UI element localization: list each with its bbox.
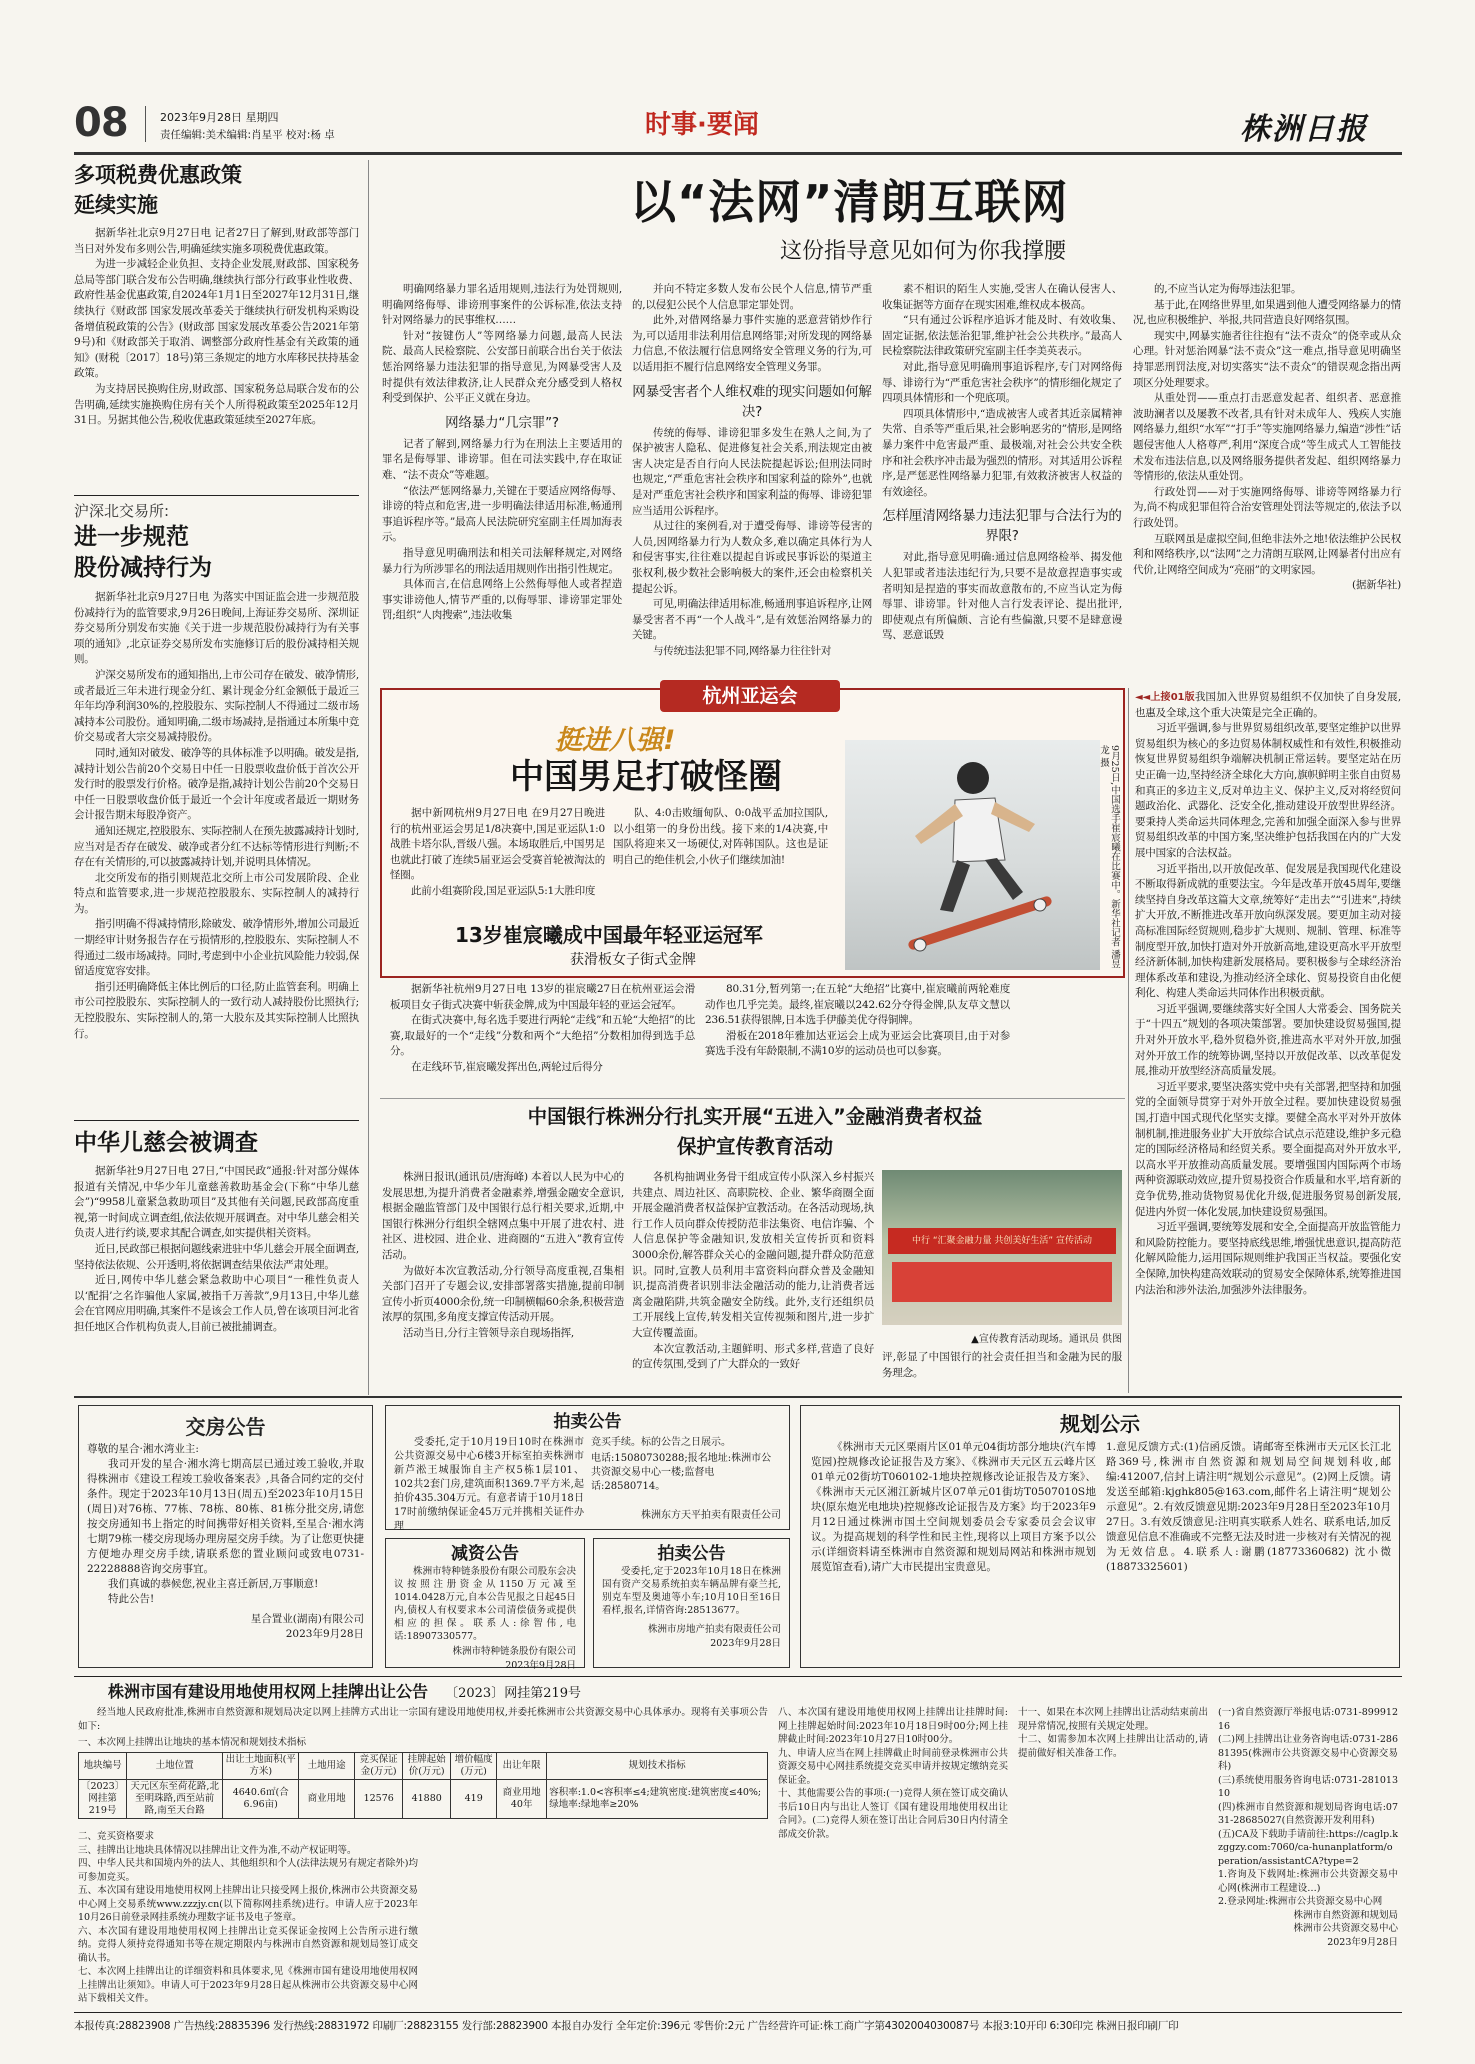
ad-title: 减资公告 xyxy=(451,1544,519,1564)
paragraph: 据新华社北京9月27日电 记者27日了解到,财政部等部门当日对外发布多则公告,明确延续实施多项税费优惠政策。 xyxy=(74,227,359,255)
paragraph: 习近平强调,要继续落实好全国人大常委会、国务院关于“十四五”规划的各项决策部署。要加快建设贸易强国,提升对外开放水平,稳外贸稳外资,推进高水平对外开放,加强对外开放工作的统筹协调,坚持以开放促改革、以改革促发展,推动开放型经济高质量发展。 xyxy=(1135,1002,1401,1078)
ad-signer: 株洲市特种链条股份有限公司 xyxy=(452,1646,576,1657)
paragraph: 我们真诚的恭候您,祝业主喜迁新居,万事顺意! xyxy=(108,1578,319,1590)
table-header: 出让土地面积(平方米) xyxy=(223,1753,299,1780)
paragraph: 互联网虽是虚拟空间,但绝非法外之地!依法维护公民权利和网络秩序,以“法网”之力清朗互联网,让网暴者付出应有代价,让网络空间成为“亮丽”的文明家园。 xyxy=(1133,532,1401,576)
paper-logo: 株洲日报 xyxy=(1240,112,1368,147)
page-number: 08 xyxy=(74,100,128,146)
paragraph: 我国加入世界贸易组织不仅加快了自身发展,也惠及全球,这个重大决策是完全正确的。 xyxy=(1135,691,1401,719)
paragraph: 可见,明确法律适用标准,畅通刑事追诉程序,让网暴受害者不再“一个人战斗”,是有效惩治网络暴力的关键。 xyxy=(632,598,872,642)
photo-caption-skate: 9月25日,中国选手崔宸曦在比赛中。新华社记者 潘昱龙 摄 xyxy=(1098,745,1120,969)
paragraph: 本次宣教活动,主题鲜明、形式多样,营造了良好的宣传氛围,受到了广大群众的一致好 xyxy=(632,1342,874,1371)
continued-marker: ◄◄上接01版 xyxy=(1135,692,1195,703)
cyber-law-col2 xyxy=(632,282,872,687)
ad-left: 《株洲市天元区栗雨片区01单元04街坊部分地块(汽车博览园)控规修改论证报告及方案》、《株洲市天元区五云峰片区01单元02街坊T060102-1地块控规修改论证报告及方案》、《株洲市天元区湘江新城片区07单元01街坊T0507010S地块(原东炮光电地块)控规修改论证报告及方案》均于2023年9月12日通过株洲市国土空间规划委员会专家委员会会议审议。为提高规划的科学性和民主性,现将以上项目方案予以公示(详细资料请至株洲市自然资源和规划局网站和株洲市规划展览馆查看),请广大市民提出宝贵意见。 xyxy=(811,1441,1096,1573)
skateboard-col2 xyxy=(705,982,1010,1092)
paragraph: 北交所发布的指引则规范北交所上市公司发展阶段、企业特点和监管要求,进一步规范控股股东、实际控制人的减持行为。 xyxy=(74,871,359,915)
skateboard-photo xyxy=(845,740,1100,970)
table-cell: 容积率:1.0<容积率≤4;建筑密度:建筑密度≤40%;绿地率:绿地率≥20% xyxy=(547,1780,768,1819)
paragraph: 在街式决赛中,每名选手要进行两轮“走线”和五轮“大绝招”的比赛,取最好的一个“走线”分数和两个“大绝招”分数相加得到选手总分。 xyxy=(390,1014,695,1058)
subheadline-cyber-law: 这份指导意见如何为你我撑腰 xyxy=(780,239,1067,264)
paragraph: 我司开发的星合·湘水湾七期高层已通过竣工验收,并取得株洲市《建设工程竣工验收备案表》,具备合同约定的交付条件。现定于2023年10月13日(周五)至2023年10月15日(周日)对76栋、77栋、78栋、80栋、81栋分批交房,请您按交房通知书上指定的时间携带好相关资料,至星合·湘水湾七期79栋一楼交房现场办理房屋交房手续。为了让您更快捷方便地办理交房手续,请联系您的置业顾问或致电0731-22228888咨询交房事宜。 xyxy=(87,1458,364,1575)
footer-info: 本报传真:28823908 广告热线:28835396 发行热线:28831972 印刷厂:28823155 发行部:28823900 本报自办发行 全年定价:396元 零售价:2元 广告经营许可证:株工商广字第4302004030087号 本报3:10开印 6:30印完 株洲日报印刷厂印 xyxy=(74,2020,1179,2032)
table-cell: 商业用地40年 xyxy=(497,1780,547,1819)
paragraph: 各机构抽调业务骨干组成宣传小队深入乡村振兴共建点、周边社区、高职院校、企业、繁华商圈全面开展金融消费者权益保护宣教活动。在各活动现场,执行工作人员向群众传授防范非法集资、电信诈骗、个人信息保护等金融知识,发放相关宣传折页和资料3000余份,解答群众关心的金融问题,提升群众防范意识。同时,宣教人员利用丰富资料向群众普及金融知识,提高消费者识别非法金融活动的能力,让消费者远离金融陷阱,共筑金融安全防线。此外,支行还组织员工开展线上宣传,转发相关宣传视频和图片,进一步扩大宣传覆盖面。 xyxy=(632,1171,874,1339)
asian-games-banner: 杭州亚运会 xyxy=(660,680,840,712)
land-intro: 经当地人民政府批准,株洲市自然资源和规划局决定以网上挂牌方式出让一宗国有建设用地使用权,并委托株洲市公共资源交易中心具体承办。现将有关事项公告如下: xyxy=(78,1707,768,1732)
editors-line: 责任编辑:美术编辑:肖星平 校对:杨 卓 xyxy=(160,129,335,141)
list-item: 三、挂牌出让地块具体情况以挂牌出让文件为准,不动产权证明等。 xyxy=(78,1844,357,1856)
boc-col3 xyxy=(882,1350,1122,1392)
list-item: 四、中华人民共和国境内外的法人、其他组织和个人(法律法规另有规定者除外)均可参加竞买。 xyxy=(78,1858,418,1883)
list-item: 十二、如需参加本次网上挂牌出让活动的,请提前做好相关准备工作。 xyxy=(1018,1734,1208,1759)
paragraph: 对此,指导意见明确:通过信息网络检举、揭发他人犯罪或者违法违纪行为,只要不是故意捏造事实或者明知是捏造的事实而故意散布的,不应当认定为侮辱罪、诽谤罪。针对他人言行发表评论、提出批评,即使观点有所偏颇、言论有些偏激,只要不是肆意谩骂、恶意诋毁 xyxy=(882,551,1122,642)
skateboard-col1b xyxy=(390,982,695,1092)
land-items-col3 xyxy=(778,1706,1008,1841)
article-kicker: 沪深北交易所: xyxy=(74,502,170,520)
paragraph: 株洲日报讯(通讯员/唐海峰) 本着以人民为中心的发展思想,为提升消费者金融素养,增强金融安全意识,根据金融监管部门及中国银行总行相关要求,近期,中国银行株洲分行组织全辖网点集中开展了进农村、进社区、进校园、进企业、进商圈的“五进入”教育宣传活动。 xyxy=(382,1171,624,1261)
ad-body: 株洲市特种链条股份有限公司股东会决议按照注册资金从1150万元减至1014.0428万元,自本公告见报之日起45日内,债权人有权要求本公司清偿债务或提供相应的担保。联系人:徐智伟,电话:18907330577。 xyxy=(394,1566,576,1642)
paragraph: 队、4:0击败缅甸队、0:0战平孟加拉国队,以小组第一的身份出线。接下来的1/4决赛,中国队将迎来又一场硬仗,对阵韩国队。这也是证明自己的绝佳机会,小伙子们继续加油! xyxy=(613,807,828,866)
boc-photo-caption: ▲宣传教育活动现场。通讯员 供图 xyxy=(971,1334,1122,1345)
paragraph: 指引还明确降低主体比例后的口径,防止监管套利。明确上市公司控股股东、实际控制人的一致行动人减持股份比照执行;无控股股东、实际控制人的,第一大股东及其实际控制人比照执行。 xyxy=(74,980,359,1040)
list-item: (五)CA及下载助手请前往:https://caglp.kzggzy.com:7060/ca-hunanplatform/operation/assistantCA?type=2 xyxy=(1218,1828,1398,1867)
boc-col2 xyxy=(632,1170,874,1392)
list-item: 七、本次网上挂牌出让的详细资料和具体要求,见《株洲市国有建设用地使用权网上挂牌出让须知》。申请人可于2023年9月28日起从株洲市公共资源交易中心网站下载相关文件。 xyxy=(78,1966,418,2004)
paragraph: 指导意见明确刑法和相关司法解释规定,对网络暴力行为所涉罪名的刑法适用规则作出指引性规定。 xyxy=(382,546,622,575)
paragraph: 据新华社9月27日电 27日,“中国民政”通报:针对部分媒体报道有关情况,中华少年儿童慈善救助基金会(下称“中华儿慈会”)“9958儿童紧急救助项目”及其他有关问题,民政部高度重视,第一时间成立调查组,依法依规开展调查。对中华儿慈会相关负责人进行约谈,要求其配合调查,如实提供相关资料。 xyxy=(74,1165,359,1240)
paragraph: 现实中,网暴实施者往往抱有“法不责众”的侥幸或从众心理。针对惩治网暴“法不责众”这一难点,指导意见明确坚持罪恶刑罚法度,对切实落实“法不责众”的错误观念指出两项区分处理要求。 xyxy=(1133,329,1401,389)
ad-signer: 星合置业(湖南)有限公司 xyxy=(250,1613,364,1625)
paragraph: 为做好本次宣教活动,分行领导高度重视,召集相关部门召开了专题会议,安排部署落实措施,提前印制宣传小折页4000余份,统一印制横幅60余条,积极营造浓厚的氛围,多角度支撑宣传活动开展。 xyxy=(382,1264,624,1324)
list-item: 十、其他需要公告的事项:(一)竞得人须在签订成交确认书后10日内与出让人签订《国有建设用地使用权出让合同》。(二)竞得人须在签订出让合同后30日内付清全部成交价款。 xyxy=(778,1788,1008,1840)
table-cell: 天元区东至荷花路,北至明珠路,西至站前路,南至天台路 xyxy=(127,1780,223,1819)
divider xyxy=(74,1676,1402,1677)
table-header: 挂牌起始价(万元) xyxy=(403,1753,451,1780)
ad-title: 拍卖公告 xyxy=(553,1412,622,1432)
table-header: 土地用途 xyxy=(299,1753,355,1780)
table-cell: 12576 xyxy=(355,1780,403,1819)
paragraph: “只有通过公诉程序追诉才能及时、有效收集、固定证据,依法惩治犯罪,维护社会公共秩序。”最高人民检察院法律政策研究室副主任李美英表示。 xyxy=(882,314,1122,358)
article-tax-policy xyxy=(74,160,359,490)
ad-auction-2 xyxy=(593,1538,790,1668)
paragraph: 对此,指导意见明确刑事追诉程序,专门对网络侮辱、诽谤行为“严重危害社会秩序”的情形细化规定了四项具体情形和一个兜底项。 xyxy=(882,360,1122,405)
paragraph: 为进一步减轻企业负担、支持企业发展,财政部、国家税务总局等部门联合发布公告明确,继续执行部分行政事业性收费、政府性基金优惠政策,自2024年1月1日至2027年12月31日,继续执行《财政部 国家发展改革委关于继续执行研发机构采购设备增值税政策的公告》(财政部 国家发展改革委公告2021年第9号)和《财政部关于取消、调整部分政府性基金有关政策的通知》(财税〔2017〕18号)第三条规定的地方水库移民扶持基金政策。 xyxy=(74,258,359,380)
ad-signer: 株洲东方天平拍卖有限责任公司 xyxy=(641,1510,781,1521)
list-item: 九、申请人应当在网上挂牌截止时间前登录株洲市公共资源交易中心网挂系统提交竞买申请并按规定缴纳竞买保证金。 xyxy=(778,1747,1008,1786)
paragraph: 近日,民政部已根据问题线索进驻中华儿慈会开展全面调查,坚持依法依规、公开透明,将依据调查结果依法严肃处理。 xyxy=(74,1242,359,1271)
paragraph: 素不相识的陌生人实施,受害人在确认侵害人、收集证据等方面存在现实困难,维权成本极高。 xyxy=(882,283,1122,311)
list-item: (一)省自然资源厅举报电话:0731-89991216 xyxy=(1218,1707,1398,1732)
headline-boc: 中国银行株洲分行扎实开展“五进入”金融消费者权益 保护宣传教育活动 xyxy=(527,1105,983,1158)
column-divider xyxy=(1128,688,1129,1393)
table-header: 规划技术指标 xyxy=(547,1753,768,1780)
ad-land-auction xyxy=(78,1680,1400,2010)
paragraph: 滑板在2018年雅加达亚运会上成为亚运会比赛项目,由于对参赛选手没有年龄限制,不满10岁的运动员也可以参赛。 xyxy=(705,1029,1010,1058)
paragraph: “依法严惩网络暴力,关键在于要适应网络侮辱、诽谤的特点和危害,进一步明确法律适用标准,畅通刑事追诉程序等。”最高人民法院研究室副主任周加海表示。 xyxy=(382,484,622,544)
divider xyxy=(380,1098,1125,1099)
paragraph: 据新华社杭州9月27日电 13岁的崔宸曦27日在杭州亚运会滑板项目女子街式决赛中斩获金牌,成为中国最年轻的亚运会冠军。 xyxy=(390,983,695,1011)
article-charity-investigation xyxy=(74,1126,359,1396)
ad-title: 拍卖公告 xyxy=(657,1544,726,1564)
ad-col2: 竞买手续。标的公告之日展示。 xyxy=(591,1437,731,1448)
list-item: 2.登录网址:株洲市公共资源交易中心网 xyxy=(1218,1896,1383,1907)
article-title: 中华儿慈会被调查 xyxy=(74,1130,258,1156)
ad-title: 规划公示 xyxy=(1060,1412,1140,1436)
land-contacts xyxy=(1218,1706,1398,1949)
land-header xyxy=(78,1680,1400,1704)
paragraph: 通知还规定,控股股东、实际控制人在预先披露减持计划时,应当对是否存在破发、破净或者分红不达标等情形进行判断;不存在有关情形的,可以披露减持计划,并说明具体情况。 xyxy=(74,824,359,869)
ad-phone: 电话:15080730288;报名地址:株洲市公共资源交易中心一楼;监督电话:28580714。 xyxy=(591,1453,772,1492)
ad-col1: 受委托,定于10月19日10时在株洲市公共资源交易中心6楼3开标室拍卖株洲市新芦淞王城服饰自主产权5栋1层101、102共2套门房,建筑面积1369.7平方米,起拍价435.304万元。有意者请于10月18日17时前缴纳保证金45万元并携相关证件办理 xyxy=(394,1437,584,1532)
paragraph: 行政处罚——对于实施网络侮辱、诽谤等网络暴力行为,尚不构成犯罪但符合治安管理处罚法等规定的,依法予以行政处罚。 xyxy=(1133,485,1401,529)
list-item: 六、本次国有建设用地使用权网上挂牌出让竞买保证金按网上公告所示进行缴纳。竞得人须持竞得通知书等在规定期限内与株洲市自然资源和规划局签订成交确认书。 xyxy=(78,1925,418,1964)
headline-mens-football: 中国男足打破怪圈 xyxy=(510,757,782,797)
paragraph: 此外,对借网络暴力事件实施的恶意营销炒作行为,可以适用非法利用信息网络罪;对所发现的网络暴力信息,不依法履行信息网络安全管理义务的行为,可以适用拒不履行信息网络安全管理义务罪。 xyxy=(632,314,872,373)
paragraph: 活动当日,分行主管领导亲自现场指挥, xyxy=(403,1326,575,1339)
paragraph: 习近平强调,参与世界贸易组织改革,要坚定维护以世界贸易组织为核心的多边贸易体制权威性和有效性,积极推动恢复世界贸易组织争端解决机制正常运转。要坚定站在历史正确一边,坚持经济全球化大方向,旗帜鲜明主张自由贸易和真正的多边主义,反对单边主义、保护主义,反对将经贸问题政治化、武器化、泛安全化,推动建设开放型世界经济。要秉持人类命运共同体理念,完善和加强全面深入参与世界贸易组织改革的中国方案,坚决维护包括我国在内的广大发展中国家的合法权益。 xyxy=(1135,722,1401,859)
paragraph: 传统的侮辱、诽谤犯罪多发生在熟人之间,为了保护被害人隐私、促进修复社会关系,刑法规定由被害人决定是否自行向人民法院提起诉讼;但刑法同时也规定,“严重危害社会秩序和国家利益的除外”,也就是对严重危害社会秩序和国家利益的侮辱、诽谤犯罪应当适用公诉程序。 xyxy=(632,426,872,517)
table-header: 增价幅度(万元) xyxy=(451,1753,497,1780)
land-items-col4 xyxy=(1018,1706,1208,1760)
paragraph: 习近平要求,要坚决落实党中央有关部署,把坚持和加强党的全面领导贯穿于对外开放全过程。要加快建设贸易强国,打造中国式现代化坚实支撑。要健全高水平对外开放体制机制,推进服务业扩大开放综合试点示范建设,维护多元稳定的国际经济格局和经贸关系。要全面提高对外开放水平,以高水平开放推动高质量发展。要增强国内国际两个市场两种资源联动效应,提升贸易投资合作质量和水平,培育新的竞争优势,推动货物贸易优化升级,促进服务贸易创新发展,促进内外贸一体化发展,加快建设贸易强国。 xyxy=(1135,1080,1401,1218)
paragraph: 评,彰显了中国银行的社会责任担当和金融为民的服务理念。 xyxy=(882,1351,1122,1379)
paragraph: 具体而言,在信息网络上公然侮辱他人或者捏造事实诽谤他人,情节严重的,以侮辱罪、诽谤罪定罪处罚;组织“人肉搜索”,违法收集 xyxy=(382,578,622,622)
football-col2 xyxy=(613,806,828,918)
paragraph: 尊敬的星合·湘水湾业主: xyxy=(87,1443,199,1455)
paragraph: 为支持居民换购住房,财政部、国家税务总局联合发布的公告明确,延续实施换购住房有关个人所得税政策至2025年12月31日。另据其他公告,税收优惠政策延续至2027年底。 xyxy=(74,382,359,427)
land-table xyxy=(78,1752,768,1819)
ad-planning-notice xyxy=(800,1405,1400,1668)
section-title: 时事·要闻 xyxy=(645,110,759,140)
subheadline-skateboard: 获滑板女子街式金牌 xyxy=(570,952,696,968)
table-cell: 41880 xyxy=(403,1780,451,1819)
land-items-left xyxy=(78,1830,418,2006)
cyber-law-col3 xyxy=(882,282,1122,687)
paragraph: 与传统违法犯罪不同,网络暴力往往针对 xyxy=(653,644,832,657)
paragraph: 习近平指出,以开放促改革、促发展是我国现代化建设不断取得新成就的重要法宝。今年是改革开放45周年,要继续坚持自身改革这篇大文章,统筹好“走出去”“引进来”,持续扩大开放,不断推进改革开放向纵深发展。要更加主动对接高标准国际经贸规则,稳步扩大规则、规制、管理、标准等制度型开放,加快打造对外开放新高地,建设更高水平开放型经济新体制,加快构建新发展格局。要积极参与全球经济治理体系改革和建设,为推动经济全球化、贸易投资自由化便利化、构建人类命运共同体作出积极贡献。 xyxy=(1135,862,1401,1000)
headline-skateboard: 13岁崔宸曦成中国最年轻亚运冠军 xyxy=(455,923,763,947)
divider xyxy=(74,1120,359,1121)
article-share-reduction xyxy=(74,500,359,1115)
issue-date: 2023年9月28日 星期四 xyxy=(160,111,279,124)
ad-capital-reduction xyxy=(385,1538,585,1671)
boc-table xyxy=(892,1262,1112,1302)
table-header: 竞买保证金(万元) xyxy=(355,1753,403,1780)
ad-code: 〔2023〕网挂第219号 xyxy=(445,1686,582,1701)
cyber-law-col4 xyxy=(1133,282,1401,687)
list-item: (四)株洲市自然资源和规划局咨询电话:0731-28685027(自然资源开发利用科) xyxy=(1218,1801,1398,1826)
ad-date: 2023年9月28日 xyxy=(285,1628,364,1640)
paragraph: 在走线环节,崔宸曦发挥出色,两轮过后得分 xyxy=(411,1060,603,1073)
article-body xyxy=(74,1164,359,1336)
boc-banner: 中行 “汇聚金融力量 共创美好生活” 宣传活动 xyxy=(888,1228,1116,1254)
boc-col1 xyxy=(382,1170,624,1392)
ad-auction-1 xyxy=(385,1405,790,1530)
ad-signer: 株洲市自然资源和规划局 株洲市公共资源交易中心 xyxy=(1293,1909,1398,1934)
list-item: 五、本次国有建设用地使用权网上挂牌出让只接受网上报价,株洲市公共资源交易中心网上交易系统www.zzzjy.cn(以下简称网挂系统)进行。申请人应于2023年10月26日前登录网挂系统办理数字证书及电子签章。 xyxy=(78,1885,418,1923)
list-item: (二)网上挂牌出让业务咨询电话:0731-28681395(株洲市公共资源交易中心资源交易科) xyxy=(1218,1734,1398,1772)
masthead-rule xyxy=(74,152,1402,155)
paragraph: 同时,通知对破发、破净等的具体标准予以明确。破发是指,减持计划公告前20个交易日中任一日股票收盘价低于首次公开发行时的股票发行价格。破净是指,减持计划公告前20个交易日中任一日股票收盘价低于最近一个会计年度或者最近一期财务会计报告期末每股净资产。 xyxy=(74,746,359,822)
paragraph: 此前小组赛阶段,国足亚运队5:1大胜印度 xyxy=(411,884,596,897)
boc-photo xyxy=(882,1170,1122,1325)
football-col1 xyxy=(390,806,605,918)
table-cell: 〔2023〕网挂第219号 xyxy=(79,1780,127,1819)
paragraph: 从过往的案例看,对于遭受侮辱、诽谤等侵害的人员,因网络暴力行为人数众多,难以确定具体行为人和侵害事实,往往难以提起自诉或民事诉讼的渠道主张权利,极少数社会影响极大的案件,还会由检察机关提起公诉。 xyxy=(632,520,872,595)
kicker-top8: 挺进八强! xyxy=(555,725,676,756)
paragraph: 的,不应当认定为侮辱违法犯罪。 xyxy=(1154,283,1302,295)
paragraph: 四项具体情形中,“造成被害人或者其近亲属精神失常、自杀等严重后果,社会影响恶劣的”情形,是网络暴力案件中危害最严重、最极端,对社会公共安全秩序和社会秩序冲击最为强烈的情形。对其适用公诉程序,是严惩恶性网络暴力犯罪,有效救济被害人权益的有效途径。 xyxy=(882,407,1122,498)
list-item: 八、本次国有建设用地使用权网上挂牌出让挂牌时间:网上挂牌起始时间:2023年10月18日9时00分;网上挂牌截止时间:2023年10月27日10时00分。 xyxy=(778,1707,1008,1745)
list-item: (三)系统使用服务咨询电话:0731-28101310 xyxy=(1218,1774,1398,1799)
paragraph: 近日,网传中华儿慈会紧急救助中心项目“一稚性负责人以‘配捐’之名诈骗他人家属,被指千万善款”,9月13日,中华儿慈会在官网应用明确,其案件不是该会工作人员,曾在该项目河北省担任地区合作机构负责人,目前已被批捕调查。 xyxy=(74,1274,359,1333)
ad-body xyxy=(87,1442,364,1607)
table-cell: 419 xyxy=(451,1780,497,1819)
subhead: 网暴受害者个人维权难的现实问题如何解决? xyxy=(632,383,872,420)
footer-rule xyxy=(74,2012,1402,2013)
table-row xyxy=(79,1780,768,1819)
divider xyxy=(74,495,359,496)
table-cell: 商业用地 xyxy=(299,1780,355,1819)
table-cell: 4640.6㎡(合6.96亩) xyxy=(223,1780,299,1819)
paragraph: 记者了解到,网络暴力行为在刑法上主要适用的罪名是侮辱罪、诽谤罪。但在司法实践中,存在取证难、“法不责众”等难题。 xyxy=(382,437,622,481)
paragraph: 并向不特定多数人发布公民个人信息,情节严重的,以侵犯公民个人信息罪定罪处罚。 xyxy=(632,283,872,311)
ad-signer: 株洲市房地产拍卖有限责任公司 xyxy=(647,1624,781,1635)
column-divider xyxy=(368,160,369,1395)
paragraph: 针对“按键伤人”等网络暴力问题,最高人民法院、最高人民检察院、公安部日前联合出台关于依法惩治网络暴力违法犯罪的指导意见,为网暴受害人及时提供有效法律救济,让人民群众充分感受到人格权利受到保护、公平正义就在身边。 xyxy=(382,329,622,405)
paragraph: 据中新网杭州9月27日电 在9月27日晚进行的杭州亚运会男足1/8决赛中,国足亚运队1:0战胜卡塔尔队,晋级八强。本场取胜后,中国男足也就此打破了连续5届亚运会受赛首轮被淘汰的怪圈。 xyxy=(390,807,605,882)
headline-cyber-law: 以“法网”清朗互联网 xyxy=(630,175,1069,229)
list-item: 二、竞买资格要求 xyxy=(78,1831,155,1842)
paragraph: 习近平强调,要统筹发展和安全,全面提高开放监管能力和风险防控能力。要坚持底线思维,增强忧患意识,提高防范化解风险能力,运用国际规则维护我国正当权益。要强化安全保障,加快构建高效联动的贸易安全保障体系,统筹推进国内法治和涉外法治,加强涉外法律服务。 xyxy=(1135,1221,1401,1296)
table-header-row xyxy=(79,1753,768,1780)
skater-figure xyxy=(845,740,1100,970)
ad-title: 株洲市国有建设用地使用权网上挂牌出让公告 xyxy=(108,1682,429,1701)
paragraph: 明确网络暴力罪名适用规则,违法行为处罚规则,明确网络侮辱、诽谤刑事案件的公诉标准,依法支持针对网络暴力的民事维权…… xyxy=(382,283,622,327)
article-title: 多项税费优惠政策 延续实施 xyxy=(74,163,242,217)
list-item: 1.咨询及下载网址:株洲市公共资源交易中心网(株洲市工程建设…) xyxy=(1218,1869,1398,1894)
article-body xyxy=(74,226,359,429)
masthead-divider xyxy=(145,106,146,142)
article-body xyxy=(74,590,359,1042)
ad-date: 2023年9月28日 xyxy=(505,1660,576,1671)
ad-handover xyxy=(78,1405,373,1668)
list-item: 十一、如果在本次网上挂牌出让活动结束前出现异常情况,按照有关规定处理。 xyxy=(1018,1707,1209,1732)
article-title: 进一步规范 股份减持行为 xyxy=(74,524,212,581)
paragraph: 从重处罚——重点打击恶意发起者、组织者、恶意推波助澜者以及屡教不改者,具有针对未成年人、残疾人实施网络暴力,组织“水军”“打手”等实施网络暴力,编造“涉性”话题侵害他人人格尊严,利用“深度合成”等生成式人工智能技术发布违法信息,以及网络服务提供者发起、组织网络暴力等情形的,依法从重处罚。 xyxy=(1133,392,1401,483)
subhead: 怎样厘清网络暴力违法犯罪与合法行为的界限? xyxy=(882,508,1122,545)
table-header: 出让年限 xyxy=(497,1753,547,1780)
byline: (据新华社) xyxy=(1352,579,1401,592)
ad-title: 交房公告 xyxy=(185,1415,266,1439)
paragraph: 沪深交易所发布的通知指出,上市公司存在破发、破净情形,或者最近三年未进行现金分红、累计现金分红金额低于最近三年年均净利润30%的,控股股东、实际控制人不得通过二级市场减持本公司股份。通知明确,二级市场减持,是指通过本所集中竞价交易或者大宗交易减持股份。 xyxy=(74,668,359,744)
subhead: 网络暴力“几宗罪”? xyxy=(445,414,559,431)
continuation-lead xyxy=(1135,690,1401,721)
paragraph: 指引明确不得减持情形,除破发、破净情形外,增加公司最近一期经审计财务报告存在亏损情形的,控股股东、实际控制人不得通过二级市场减持。同时,考虑到中小企业抗风险能力较弱,保留适度宽容安排。 xyxy=(74,918,359,978)
ads-top-rule xyxy=(74,1396,1402,1398)
ad-right: 1.意见反馈方式:(1)信函反馈。请邮寄至株洲市天元区长江北路369号,株洲市自然资源和规划局空间规划科收,邮编:412007,信封上请注明“规划公示意见”。(2)网上反馈。请发送至邮箱:kjghk805@163.com,邮件名上请注明“规划公示意见”。2.有效反馈意见期:2023年9月28日至2023年10月27日。3.有效反馈意见:注明真实联系人姓名、联系电话,加反馈意见信息不准确或不完整无法及时进一步核对有关情况的视为无效信息。4.联系人:谢鹏(18773360682) 沈小微(18873325601) xyxy=(1106,1441,1391,1573)
paragraph: 80.31分,暂列第一;在五轮“大绝招”比赛中,崔宸曦前两轮难度动作也几乎完美。最终,崔宸曦以242.62分夺得金牌,队友草文慧以236.51获得银牌,日本选手伊藤美优夺得铜牌。 xyxy=(705,983,1010,1027)
article-xi-wto xyxy=(1135,690,1401,1390)
paragraph: 基于此,在网络世界里,如果遇到他人遭受网络暴力的情况,也应积极维护、举报,共同营造良好网络氛围。 xyxy=(1133,298,1401,327)
ad-date: 2023年9月28日 xyxy=(710,1638,781,1649)
cyber-law-col1 xyxy=(382,282,622,687)
table-header: 土地位置 xyxy=(127,1753,223,1780)
table-header: 地块编号 xyxy=(79,1753,127,1780)
land-table-title: 一、本次网上挂牌出让地块的基本情况和规划技术指标 xyxy=(78,1737,307,1748)
paragraph: 特此公告! xyxy=(108,1593,155,1605)
paragraph: 据新华社北京9月27日电 为落实中国证监会进一步规范股份减持行为的监管要求,9月26日晚间,上海证券交易所、深圳证券交易所分别发布实施《关于进一步规范股份减持行为有关事项的通知》,北京证券交易所发布实施修订后的股份减持相关规则。 xyxy=(74,591,359,666)
ad-body: 受委托,定于2023年10月18日在株洲国有资产交易系统拍卖车辆品牌有豪兰托,别克车型及奥迪等小车;10月10日至16日看样,报名,详情咨询:28513677。 xyxy=(602,1566,781,1616)
ad-date: 2023年9月28日 xyxy=(1327,1936,1398,1948)
